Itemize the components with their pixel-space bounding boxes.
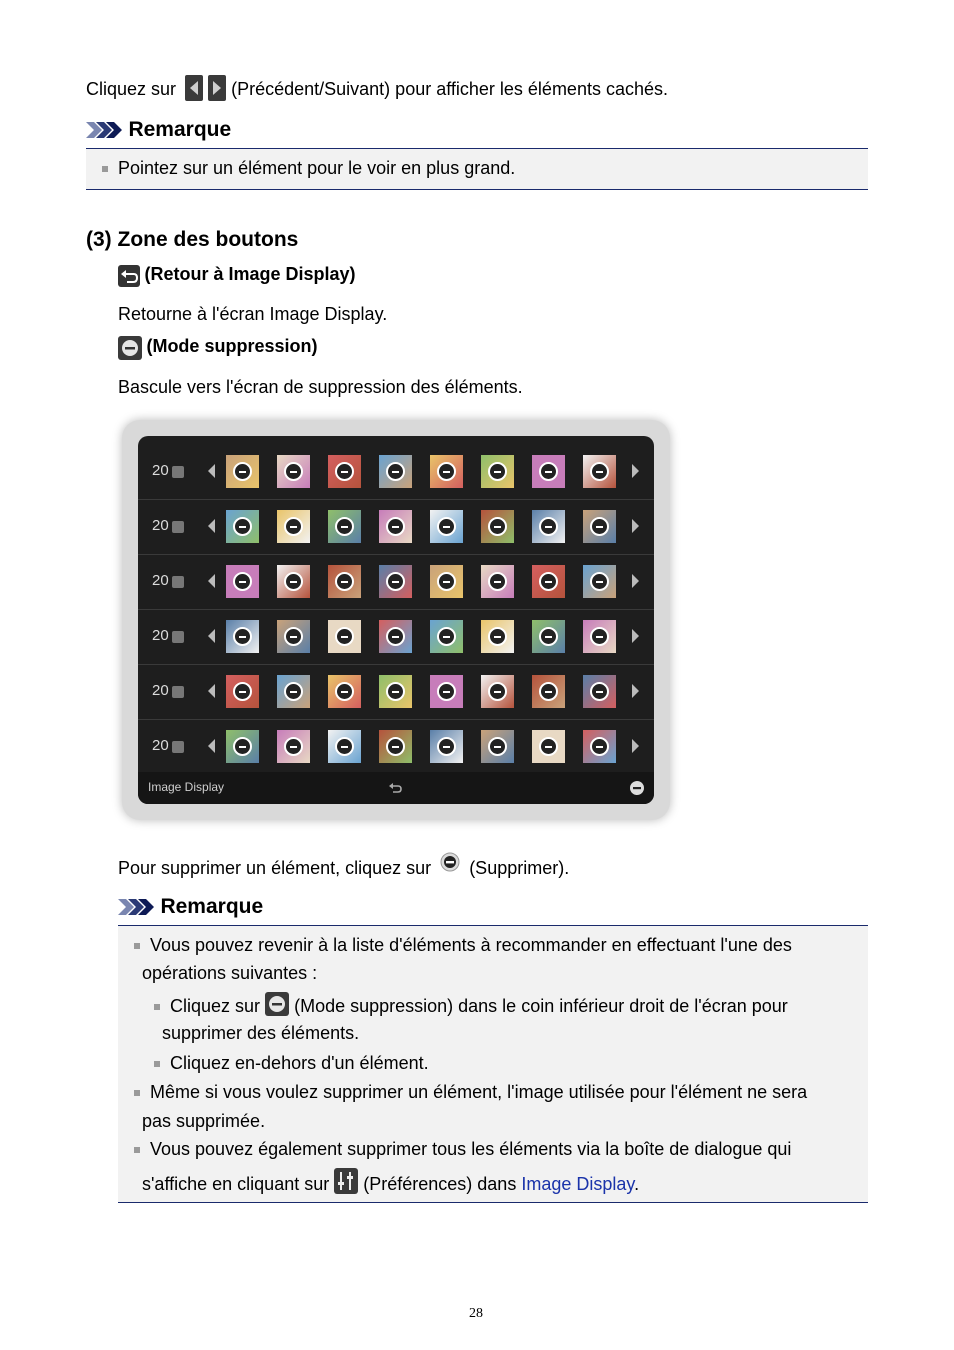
item-row <box>138 609 654 665</box>
note-arrows-icon <box>118 897 156 917</box>
item-thumbnail[interactable] <box>481 455 514 488</box>
item-thumbnail[interactable] <box>226 730 259 763</box>
item-thumbnail[interactable] <box>430 510 463 543</box>
thumbnail-delete-icon[interactable] <box>539 627 558 646</box>
item-thumbnail[interactable] <box>379 730 412 763</box>
thumbnail-delete-icon[interactable] <box>233 682 252 701</box>
thumbnail-delete-icon[interactable] <box>488 737 507 756</box>
thumbnail-delete-icon[interactable] <box>386 737 405 756</box>
row-year-button[interactable] <box>172 521 184 533</box>
thumbnail-delete-icon[interactable] <box>590 737 609 756</box>
thumbnail-delete-icon[interactable] <box>488 572 507 591</box>
note2-item3-before: s'affiche en cliquant sur <box>142 1174 330 1194</box>
item-thumbnail[interactable] <box>277 620 310 653</box>
item-thumbnail[interactable] <box>532 455 565 488</box>
item-thumbnail[interactable] <box>379 565 412 598</box>
thumbnail-delete-icon[interactable] <box>233 462 252 481</box>
note2-item3-end: . <box>634 1174 640 1194</box>
row-year-label: 20 <box>152 462 169 479</box>
thumbnail-delete-icon[interactable] <box>386 462 405 481</box>
item-thumbnail[interactable] <box>379 455 412 488</box>
note1-heading: Remarque <box>128 118 232 141</box>
item-thumbnail[interactable] <box>328 620 361 653</box>
item-thumbnail[interactable] <box>481 510 514 543</box>
note2-item3-text: Vous pouvez également supprimer tous les éléments via la boîte de dialogue qui <box>150 1139 792 1159</box>
item-thumbnail[interactable] <box>277 730 310 763</box>
item-thumbnail[interactable] <box>532 675 565 708</box>
item-thumbnail[interactable] <box>328 510 361 543</box>
thumbnail-delete-icon[interactable] <box>335 462 354 481</box>
item-thumbnail[interactable] <box>481 730 514 763</box>
item-thumbnail[interactable] <box>226 675 259 708</box>
note-arrows-icon <box>86 120 124 140</box>
note2-header <box>118 895 263 919</box>
thumbnail-delete-icon[interactable] <box>335 517 354 536</box>
delete-text-before: Pour supprimer un élément, cliquez sur <box>118 858 432 878</box>
row-year-label: 20 <box>152 737 169 754</box>
bullet-icon <box>134 943 140 949</box>
item-thumbnail[interactable] <box>379 510 412 543</box>
page-number: 28 <box>469 1306 483 1321</box>
note2-item1-cont: opérations suivantes : <box>142 963 318 983</box>
item-row <box>138 554 654 610</box>
item-thumbnail[interactable] <box>226 565 259 598</box>
thumbnail-delete-icon[interactable] <box>437 572 456 591</box>
thumbnail-delete-icon[interactable] <box>488 517 507 536</box>
footer-back-icon[interactable] <box>388 781 402 795</box>
note2-sub1-before: Cliquez sur <box>170 996 261 1016</box>
item-thumbnail[interactable] <box>532 730 565 763</box>
row-next-icon[interactable] <box>632 464 639 478</box>
item-thumbnail[interactable] <box>277 455 310 488</box>
note1-item-text: Pointez sur un élément pour le voir en plus grand. <box>118 158 516 178</box>
thumbnail-delete-icon[interactable] <box>233 627 252 646</box>
note2-item3-mid: (Préférences) dans <box>363 1174 517 1194</box>
delete-mode-description: Bascule vers l'écran de suppression des éléments. <box>118 377 523 397</box>
note2-heading: Remarque <box>160 895 264 918</box>
note2-sub1-cont: supprimer des éléments. <box>162 1023 360 1043</box>
previous-icon <box>185 75 203 101</box>
item-thumbnail[interactable] <box>328 565 361 598</box>
item-thumbnail[interactable] <box>277 675 310 708</box>
row-next-icon[interactable] <box>632 519 639 533</box>
thumbnail-delete-icon[interactable] <box>539 462 558 481</box>
note1-item <box>102 157 515 179</box>
next-icon <box>208 75 226 101</box>
thumbnail-delete-icon[interactable] <box>386 572 405 591</box>
back-description: Retourne à l'écran Image Display. <box>118 304 388 324</box>
back-label: (Retour à Image Display) <box>144 264 356 284</box>
thumbnail-delete-icon[interactable] <box>590 462 609 481</box>
note2-item2-text: Même si vous voulez supprimer un élément, l'image utilisée pour l'élément ne sera <box>150 1082 808 1102</box>
bullet-icon <box>134 1090 140 1096</box>
thumbnail-delete-icon[interactable] <box>233 517 252 536</box>
intro-line <box>86 75 668 101</box>
item-row <box>138 444 654 500</box>
section-title: (3) Zone des boutons <box>86 228 299 251</box>
thumbnail-delete-icon[interactable] <box>284 627 303 646</box>
item-thumbnail[interactable] <box>481 565 514 598</box>
item-thumbnail[interactable] <box>226 510 259 543</box>
note1-box <box>86 148 868 190</box>
item-thumbnail[interactable] <box>226 620 259 653</box>
thumbnail-delete-icon[interactable] <box>284 462 303 481</box>
thumbnail-delete-icon[interactable] <box>539 682 558 701</box>
item-thumbnail[interactable] <box>532 565 565 598</box>
preferences-icon <box>334 1168 358 1194</box>
note2-item2-cont: pas supprimée. <box>142 1111 266 1131</box>
item-thumbnail[interactable] <box>430 620 463 653</box>
item-thumbnail[interactable] <box>430 565 463 598</box>
thumbnail-delete-icon[interactable] <box>437 462 456 481</box>
delete-mode-icon <box>118 336 142 360</box>
item-thumbnail[interactable] <box>532 510 565 543</box>
row-previous-icon[interactable] <box>208 574 215 588</box>
thumbnail-delete-icon[interactable] <box>539 572 558 591</box>
footer-label: Image Display <box>148 780 225 794</box>
note2-sub1-after: (Mode suppression) dans le coin inférieur droit de l'écran pour <box>294 996 788 1016</box>
thumbnail-delete-icon[interactable] <box>233 737 252 756</box>
row-year-label: 20 <box>152 682 169 699</box>
delete-mode-label: (Mode suppression) <box>146 336 318 357</box>
thumbnail-delete-icon[interactable] <box>386 517 405 536</box>
row-year-label: 20 <box>152 572 169 589</box>
item-thumbnail[interactable] <box>583 565 616 598</box>
row-previous-icon[interactable] <box>208 464 215 478</box>
row-next-icon[interactable] <box>632 684 639 698</box>
item-thumbnail[interactable] <box>430 675 463 708</box>
item-thumbnail[interactable] <box>379 675 412 708</box>
thumbnail-delete-icon[interactable] <box>590 572 609 591</box>
thumbnail-delete-icon[interactable] <box>386 627 405 646</box>
thumbnail-delete-icon[interactable] <box>539 737 558 756</box>
row-next-icon[interactable] <box>632 574 639 588</box>
thumbnail-delete-icon[interactable] <box>590 627 609 646</box>
bullet-icon <box>154 1061 160 1067</box>
section-item-back <box>118 264 356 287</box>
thumbnail-delete-icon[interactable] <box>437 682 456 701</box>
app-screenshot <box>122 420 670 820</box>
row-year-label: 20 <box>152 517 169 534</box>
thumbnail-delete-icon[interactable] <box>488 682 507 701</box>
bullet-icon <box>102 166 108 172</box>
item-thumbnail[interactable] <box>583 620 616 653</box>
note1-header <box>86 118 231 142</box>
row-year-button[interactable] <box>172 631 184 643</box>
thumbnail-delete-icon[interactable] <box>284 737 303 756</box>
row-year-button[interactable] <box>172 741 184 753</box>
item-row <box>138 664 654 720</box>
back-icon <box>118 265 140 287</box>
thumbnail-delete-icon[interactable] <box>335 737 354 756</box>
row-year-button[interactable] <box>172 576 184 588</box>
image-display-link[interactable]: Image Display <box>521 1174 635 1194</box>
thumbnail-delete-icon[interactable] <box>590 517 609 536</box>
item-row <box>138 719 654 775</box>
item-thumbnail[interactable] <box>583 455 616 488</box>
thumbnail-delete-icon[interactable] <box>233 572 252 591</box>
row-previous-icon[interactable] <box>208 739 215 753</box>
note2-item2 <box>134 1081 807 1103</box>
item-thumbnail[interactable] <box>328 730 361 763</box>
note2-sub2-text: Cliquez en-dehors d'un élément. <box>170 1053 429 1073</box>
thumbnail-delete-icon[interactable] <box>437 627 456 646</box>
thumbnail-delete-icon[interactable] <box>590 682 609 701</box>
app-footer <box>138 772 654 804</box>
item-thumbnail[interactable] <box>277 510 310 543</box>
thumbnail-delete-icon[interactable] <box>335 627 354 646</box>
item-thumbnail[interactable] <box>430 730 463 763</box>
item-thumbnail[interactable] <box>277 565 310 598</box>
row-next-icon[interactable] <box>632 629 639 643</box>
thumbnail-delete-icon[interactable] <box>437 737 456 756</box>
thumbnail-delete-icon[interactable] <box>386 682 405 701</box>
note2-item1-text: Vous pouvez revenir à la liste d'éléments à recommander en effectuant l'une des <box>150 935 792 955</box>
item-thumbnail[interactable] <box>532 620 565 653</box>
thumbnail-delete-icon[interactable] <box>539 517 558 536</box>
note2-box <box>118 925 868 1203</box>
item-thumbnail[interactable] <box>226 455 259 488</box>
delete-line <box>118 852 569 879</box>
note2-sub2 <box>154 1052 429 1074</box>
item-thumbnail[interactable] <box>481 620 514 653</box>
item-thumbnail[interactable] <box>379 620 412 653</box>
bullet-icon <box>134 1147 140 1153</box>
item-thumbnail[interactable] <box>583 730 616 763</box>
item-thumbnail[interactable] <box>583 675 616 708</box>
row-year-button[interactable] <box>172 686 184 698</box>
item-thumbnail[interactable] <box>328 455 361 488</box>
app-window <box>138 436 654 804</box>
item-thumbnail[interactable] <box>430 455 463 488</box>
row-previous-icon[interactable] <box>208 519 215 533</box>
thumbnail-delete-icon[interactable] <box>488 462 507 481</box>
note2-sub1 <box>154 992 788 1017</box>
item-thumbnail[interactable] <box>583 510 616 543</box>
intro-text-before: Cliquez sur <box>86 79 177 99</box>
row-year-label: 20 <box>152 627 169 644</box>
thumbnail-delete-icon[interactable] <box>284 682 303 701</box>
thumbnail-delete-icon[interactable] <box>437 517 456 536</box>
delete-icon <box>438 852 462 876</box>
row-next-icon[interactable] <box>632 739 639 753</box>
bullet-icon <box>154 1004 160 1010</box>
thumbnail-delete-icon[interactable] <box>284 517 303 536</box>
delete-mode-icon <box>265 992 289 1016</box>
row-year-button[interactable] <box>172 466 184 478</box>
note2-item3 <box>134 1138 791 1160</box>
row-previous-icon[interactable] <box>208 684 215 698</box>
thumbnail-delete-icon[interactable] <box>335 572 354 591</box>
delete-text-after: (Supprimer). <box>469 858 570 878</box>
note2-item3-cont <box>142 1168 639 1195</box>
thumbnail-delete-icon[interactable] <box>284 572 303 591</box>
item-row <box>138 499 654 555</box>
item-thumbnail[interactable] <box>481 675 514 708</box>
footer-delete-mode-icon[interactable] <box>628 779 646 797</box>
row-previous-icon[interactable] <box>208 629 215 643</box>
section-item-delete-mode <box>118 336 317 360</box>
note2-item1 <box>134 934 792 956</box>
thumbnail-delete-icon[interactable] <box>335 682 354 701</box>
intro-text-after: (Précédent/Suivant) pour afficher les éléments cachés. <box>231 79 668 99</box>
item-thumbnail[interactable] <box>328 675 361 708</box>
thumbnail-delete-icon[interactable] <box>488 627 507 646</box>
